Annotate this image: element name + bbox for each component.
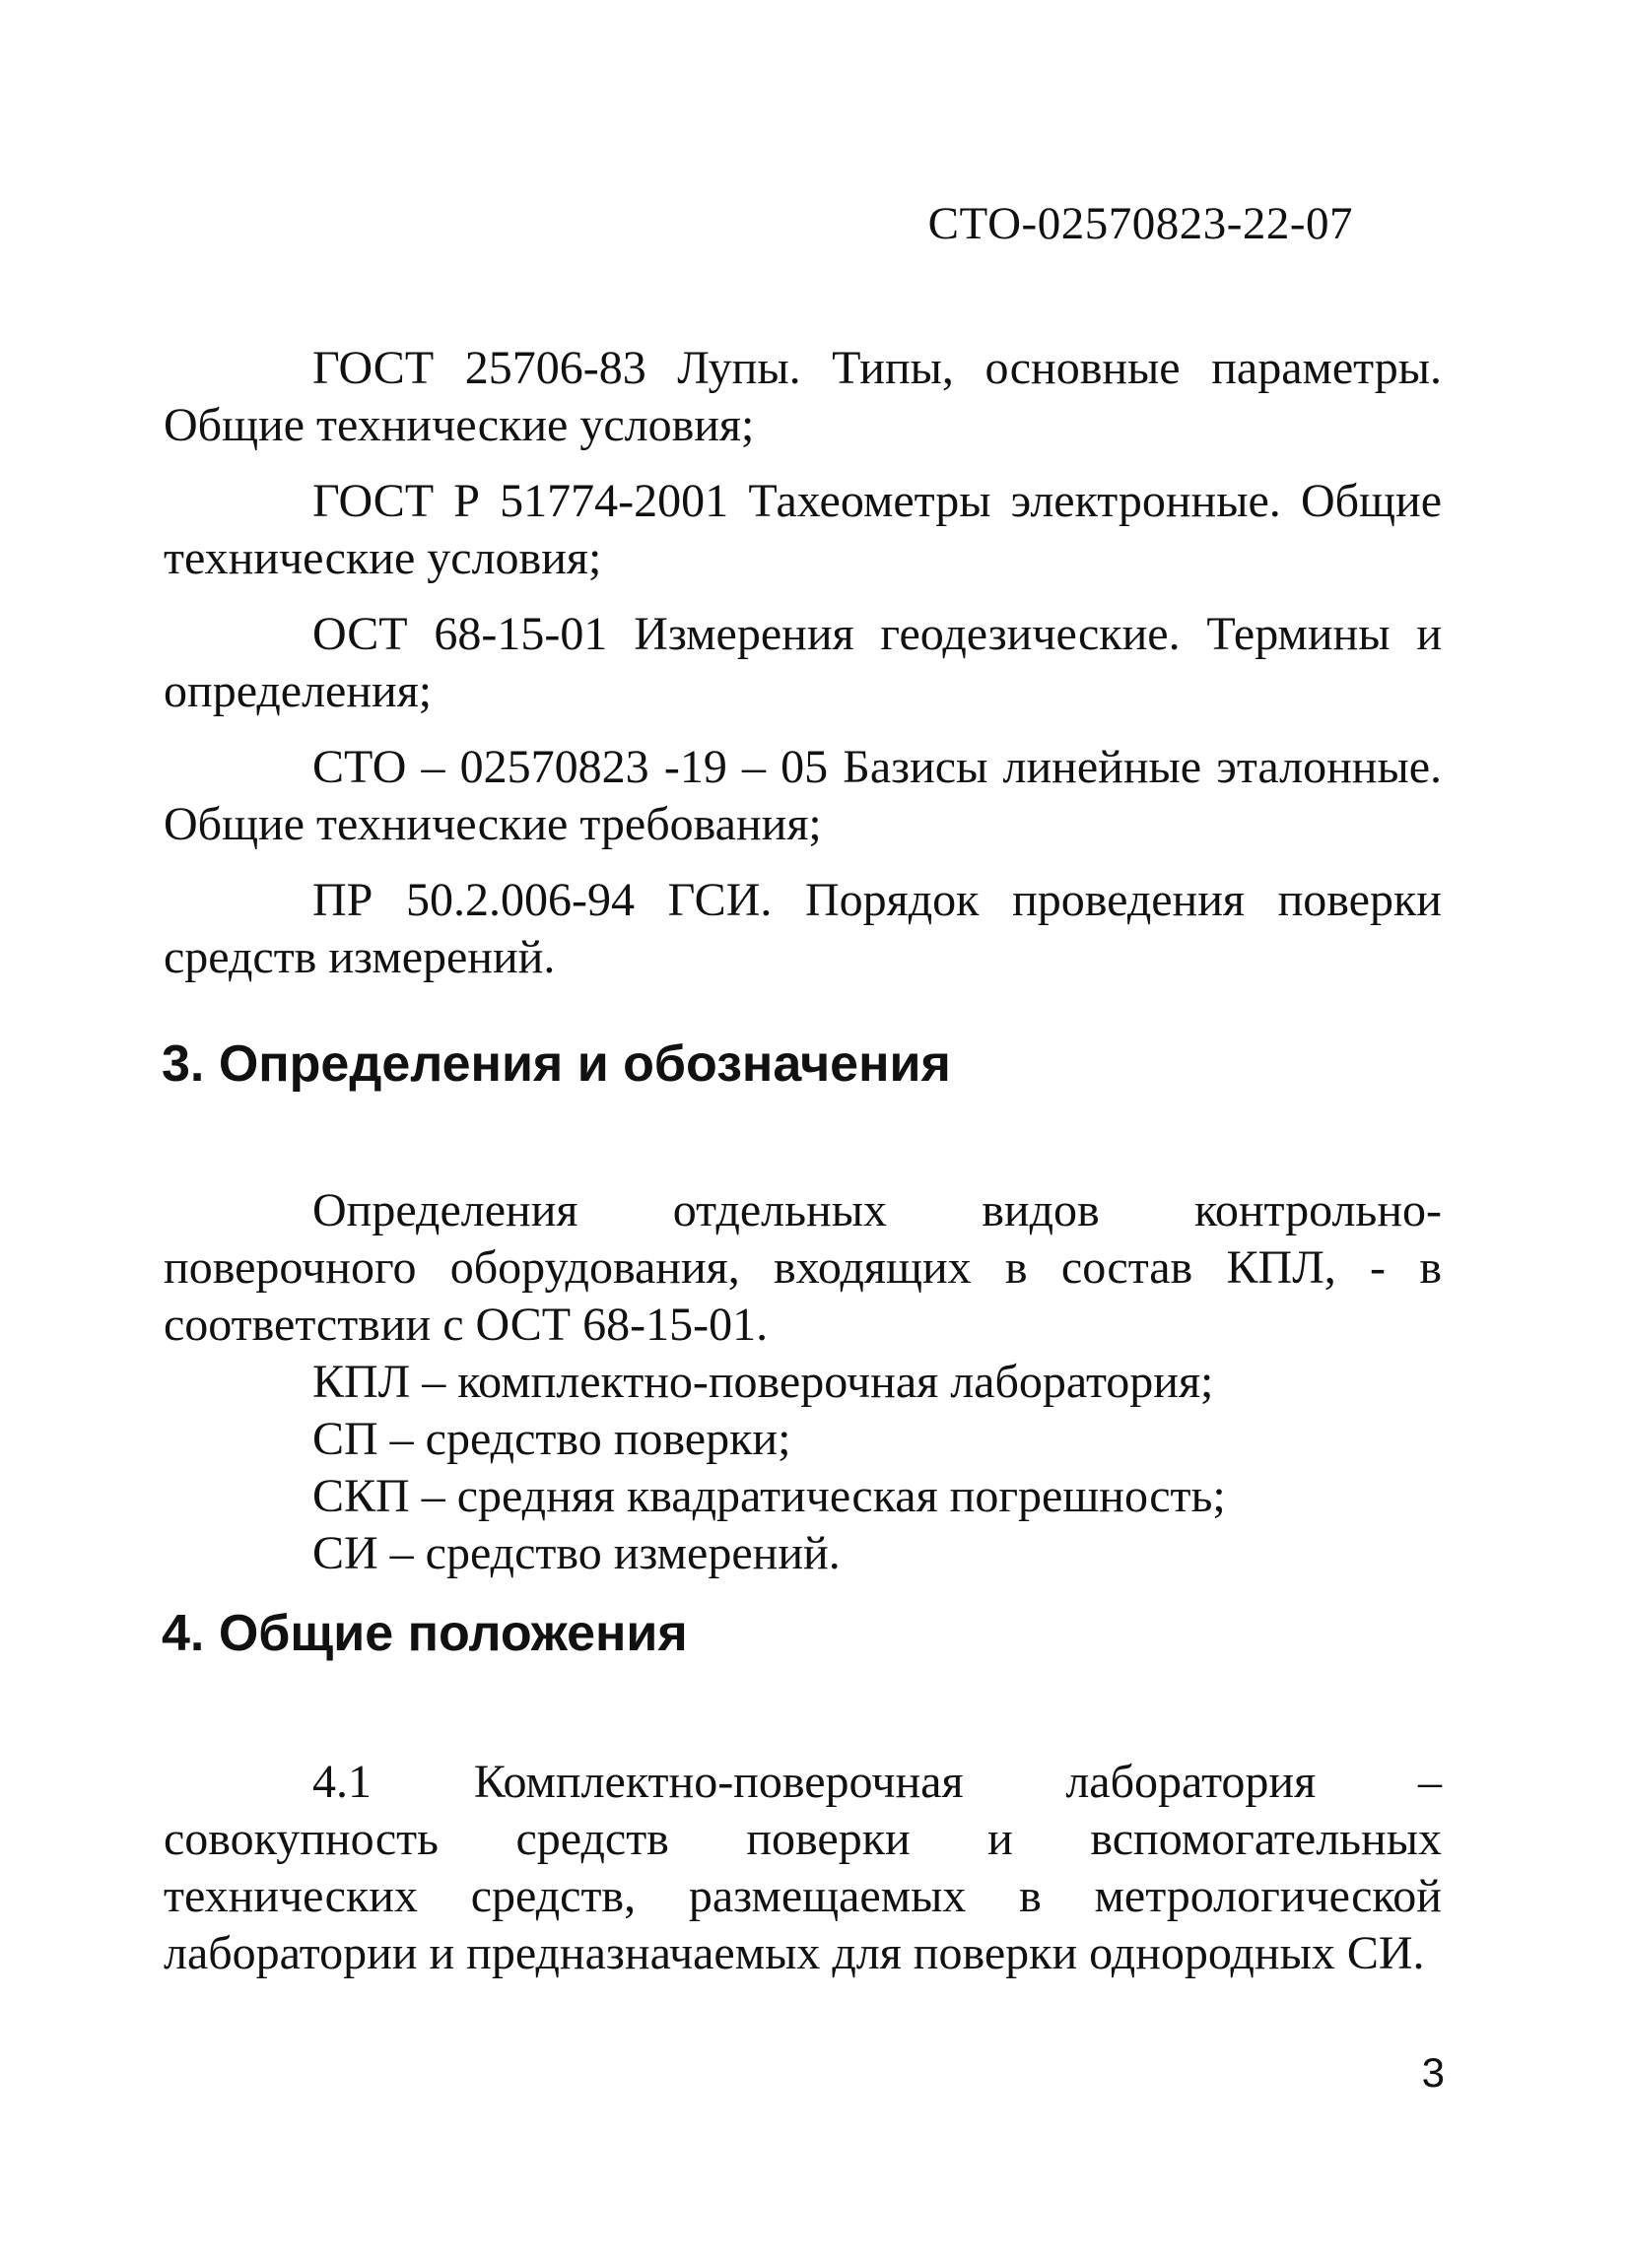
page-number: 3: [1421, 2049, 1445, 2096]
reference-item: ОСТ 68-15-01 Измерения геодезические. Термины и определения;: [164, 608, 1442, 717]
references-list: [164, 340, 1442, 986]
reference-item: ГОСТ 25706-83 Лупы. Типы, основные параметры. Общие технические условия;: [164, 342, 1442, 451]
definition-item: КПЛ – комплектно-поверочная лаборатория;: [312, 1356, 1214, 1408]
section-4-paragraph: 4.1 Комплектно-поверочная лаборатория – совокупность средств поверки и вспомогательных технических средств, размещаемых в метрологической лаборатории и предназначаемых для поверки однородных СИ.: [164, 1756, 1442, 1979]
definition-item: СИ – средство измерений.: [312, 1527, 841, 1579]
definition-item: СКП – средняя квадратическая погрешность;: [312, 1470, 1226, 1522]
reference-item: ГОСТ Р 51774-2001 Тахеометры электронные. Общие технические условия;: [164, 475, 1442, 584]
document-code: СТО-02570823-22-07: [927, 198, 1353, 249]
section-4-heading: 4. Общие положения: [162, 1605, 688, 1662]
reference-item: ПР 50.2.006-94 ГСИ. Порядок проведения поверки средств измерений.: [164, 874, 1442, 983]
reference-item: СТО – 02570823 -19 – 05 Базисы линейные эталонные. Общие технические требования;: [164, 741, 1442, 850]
definition-item: СП – средство поверки;: [312, 1413, 791, 1465]
section-3-body: [164, 1182, 1442, 1582]
definitions-intro: Определения отдельных видов контрольно-поверочного оборудования, входящих в состав КПЛ, - в соответствии с ОСТ 68-15-01.: [164, 1184, 1442, 1351]
section-3-heading: 3. Определения и обозначения: [162, 1035, 951, 1093]
section-4-body: [164, 1754, 1442, 1982]
